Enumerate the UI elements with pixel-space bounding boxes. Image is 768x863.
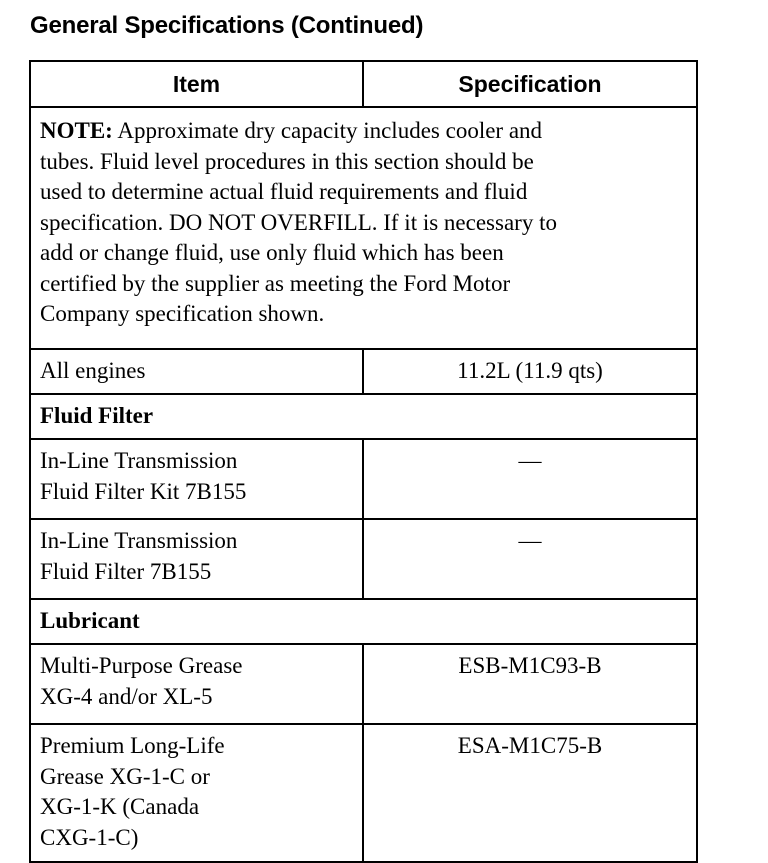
spec-cell: ESA-M1C75-B xyxy=(363,724,697,862)
item-cell: In-Line Transmission Fluid Filter 7B155 xyxy=(30,519,363,599)
table-row xyxy=(30,519,697,599)
item-cell: Premium Long-Life Grease XG-1-C or XG-1-K (Canada CXG-1-C) xyxy=(30,724,363,862)
section-row-lubricant xyxy=(30,599,697,644)
section-heading: Lubricant xyxy=(30,599,697,644)
table-header-row xyxy=(30,61,697,107)
spec-cell: — xyxy=(363,519,697,599)
note-line-1: NOTE: Approximate dry capacity includes cooler and xyxy=(40,118,543,143)
column-header-specification: Specification xyxy=(363,61,697,107)
item-cell: All engines xyxy=(30,349,363,394)
note-line-6: certified by the supplier as meeting the Ford Motor xyxy=(40,270,511,296)
spec-cell: — xyxy=(363,439,697,519)
section-heading: Fluid Filter xyxy=(30,394,697,439)
item-cell: Multi-Purpose Grease XG-4 and/or XL-5 xyxy=(30,644,363,724)
note-line-2: tubes. Fluid level procedures in this section should be xyxy=(40,148,534,174)
note-line-7: Company specification shown. xyxy=(40,301,325,326)
note-row xyxy=(30,107,697,349)
note-line-3: used to determine actual fluid requirements and fluid xyxy=(40,179,528,204)
column-header-item: Item xyxy=(30,61,363,107)
note-line-5: add or change fluid, use only fluid which has been xyxy=(40,240,504,265)
specifications-table xyxy=(29,60,698,863)
note-cell xyxy=(30,107,697,349)
note-label: NOTE: xyxy=(40,118,113,143)
table-row xyxy=(30,644,697,724)
spec-cell: ESB-M1C93-B xyxy=(363,644,697,724)
note-line-4: specification. DO NOT OVERFILL. If it is necessary to xyxy=(40,209,557,235)
table-row xyxy=(30,349,697,394)
spec-cell: 11.2L (11.9 qts) xyxy=(363,349,697,394)
section-row-fluid-filter xyxy=(30,394,697,439)
page-title: General Specifications (Continued) xyxy=(30,12,424,39)
table-row xyxy=(30,439,697,519)
table-row xyxy=(30,724,697,862)
item-cell: In-Line Transmission Fluid Filter Kit 7B155 xyxy=(30,439,363,519)
